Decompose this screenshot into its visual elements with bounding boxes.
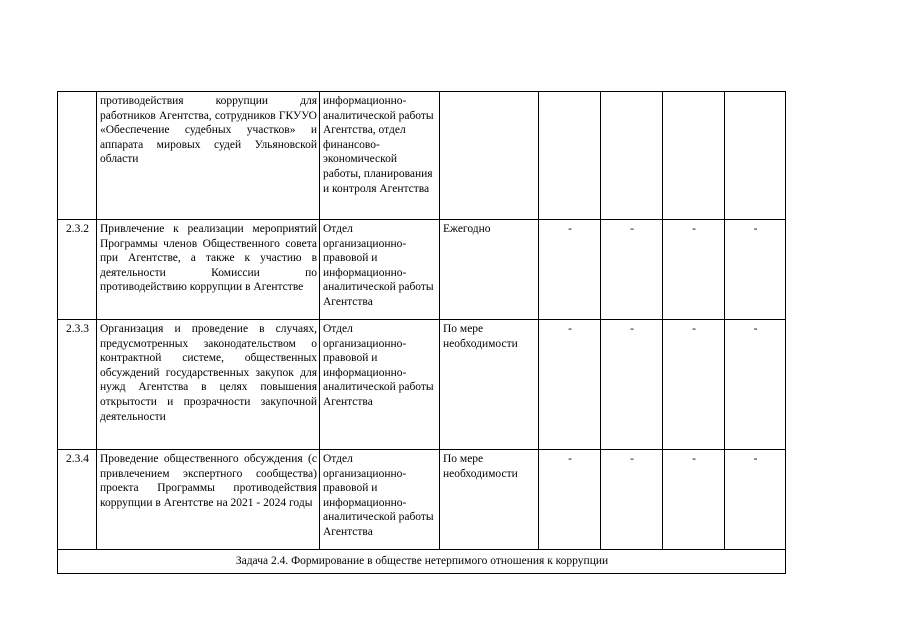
executor-cell: Отдел организационно-правовой и информационно-аналитической работы Агентства — [320, 220, 440, 320]
executor-cell: информационно-аналитической работы Агентства, отдел финансово-экономической работы, планирования и контроля Агентства — [320, 92, 440, 220]
table-row — [58, 92, 786, 220]
funding-cell: - — [539, 320, 601, 450]
funding-cell — [725, 92, 786, 220]
row-number: 2.3.2 — [58, 220, 97, 320]
row-number: 2.3.4 — [58, 450, 97, 550]
funding-cell: - — [601, 320, 663, 450]
executor-cell: Отдел организационно-правовой и информационно-аналитической работы Агентства — [320, 320, 440, 450]
funding-cell: - — [601, 220, 663, 320]
funding-cell: - — [539, 450, 601, 550]
task-heading: Задача 2.4. Формирование в обществе нетерпимого отношения к коррупции — [58, 550, 786, 574]
table-row — [58, 320, 786, 450]
row-number — [58, 92, 97, 220]
funding-cell — [601, 92, 663, 220]
funding-cell — [539, 92, 601, 220]
funding-cell: - — [725, 220, 786, 320]
activity-cell: Привлечение к реализации мероприятий Программы членов Общественного совета при Агентстве, а также к участию в деятельности Комиссии по противодействию коррупции в Агентстве — [97, 220, 320, 320]
term-cell: По мере необходимости — [440, 450, 539, 550]
term-cell — [440, 92, 539, 220]
term-cell: Ежегодно — [440, 220, 539, 320]
funding-cell: - — [663, 450, 725, 550]
funding-cell: - — [663, 320, 725, 450]
program-activities-table — [57, 91, 786, 574]
activity-cell: Проведение общественного обсуждения (с привлечением экспертного сообщества) проекта Программы противодействия коррупции в Агентстве на 2021 - 2024 годы — [97, 450, 320, 550]
funding-cell: - — [725, 450, 786, 550]
activity-cell: Организация и проведение в случаях, предусмотренных законодательством о контрактной системе, общественных обсуждений государственных закупок для нужд Агентства в целях повышения открытости и прозрачности закупочной деятельности — [97, 320, 320, 450]
table-row — [58, 220, 786, 320]
term-cell: По мере необходимости — [440, 320, 539, 450]
funding-cell: - — [663, 220, 725, 320]
activity-cell: противодействия коррупции для работников Агентства, сотрудников ГКУУО «Обеспечение судебных участков» и аппарата мировых судей Ульяновской области — [97, 92, 320, 220]
row-number: 2.3.3 — [58, 320, 97, 450]
executor-cell: Отдел организационно-правовой и информационно-аналитической работы Агентства — [320, 450, 440, 550]
funding-cell — [663, 92, 725, 220]
table-row — [58, 450, 786, 550]
task-heading-row — [58, 550, 786, 574]
funding-cell: - — [601, 450, 663, 550]
funding-cell: - — [539, 220, 601, 320]
funding-cell: - — [725, 320, 786, 450]
